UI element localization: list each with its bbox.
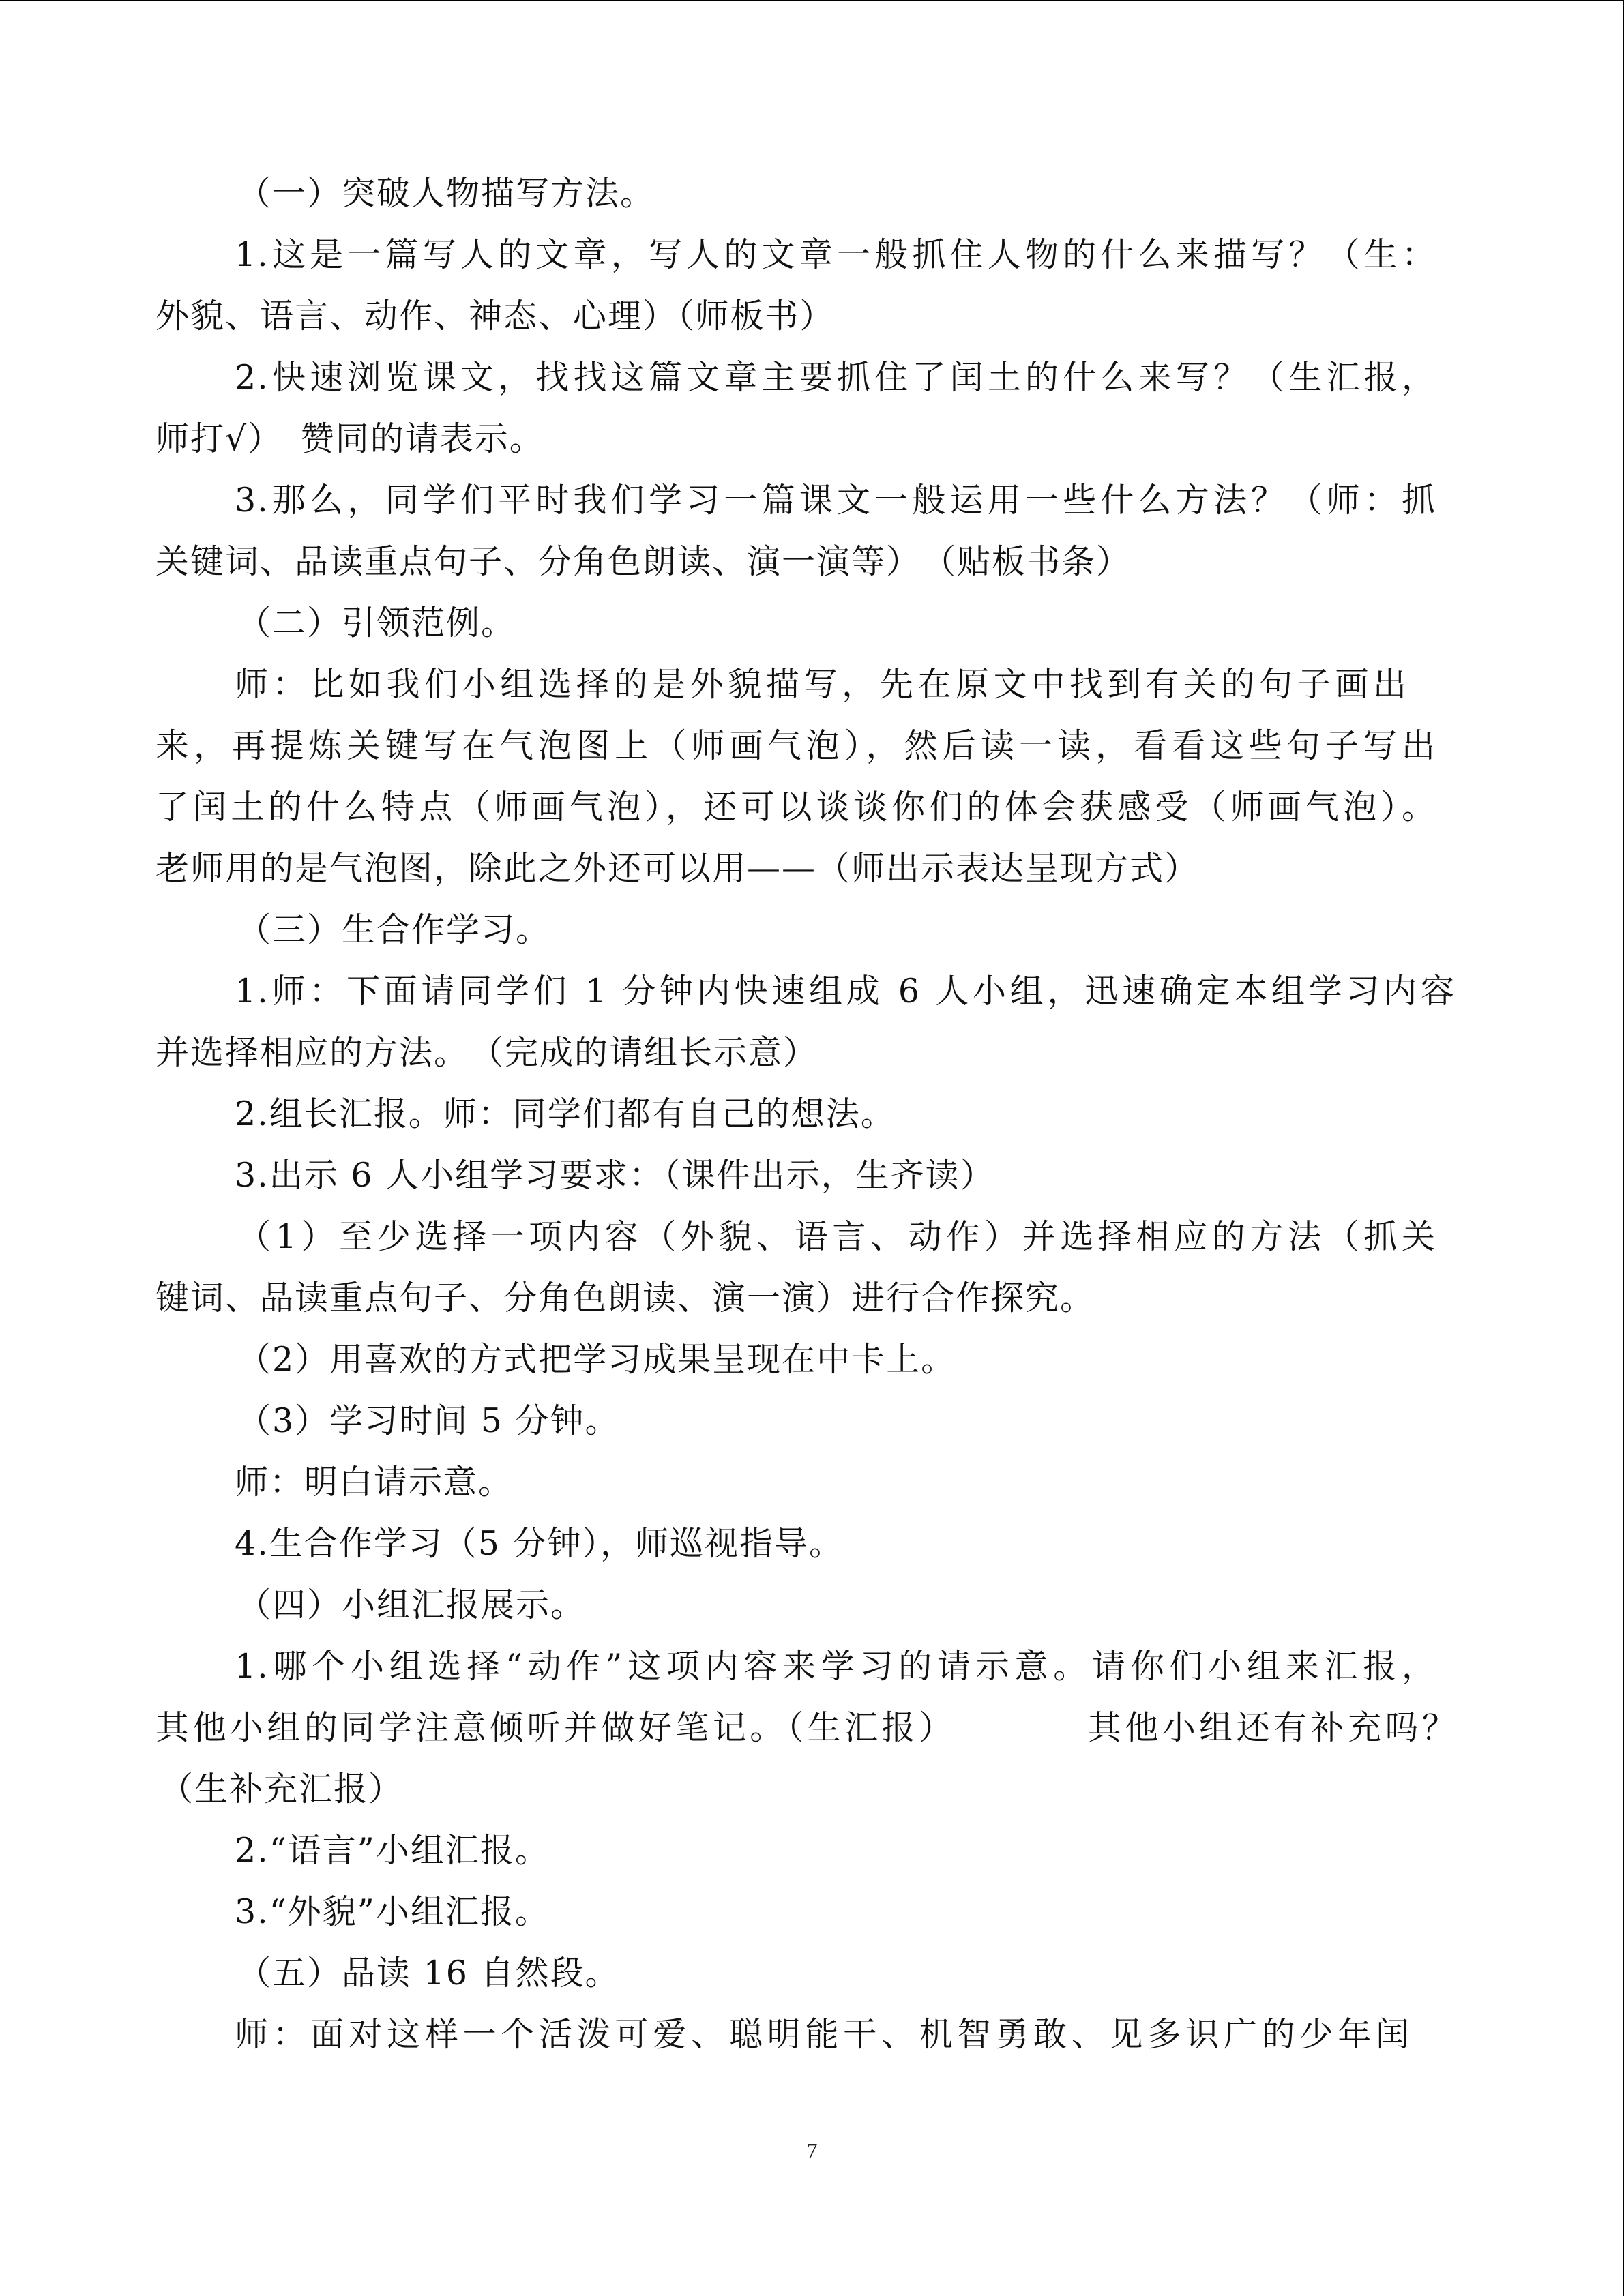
paragraph-line: 2.“语言”小组汇报。 [235, 1831, 550, 1870]
paragraph-line: 师：面对这样一个活泼可爱、聪明能干、机智勇敢、见多识广的少年闰 [235, 2015, 1411, 2054]
paragraph-line: 1.这是一篇写人的文章，写人的文章一般抓住人物的什么来描写？（生： [235, 235, 1436, 274]
paragraph-line: （2）用喜欢的方式把学习成果呈现在中卡上。 [237, 1340, 956, 1379]
page-number: 7 [806, 2138, 818, 2163]
paragraph-line: 1.师：下面请同学们 1 分钟内快速组成 6 人小组，迅速确定本组学习内容 [235, 972, 1456, 1011]
section-heading: （一）突破人物描写方法。 [237, 174, 655, 213]
paragraph-line: 来，再提炼关键写在气泡图上（师画气泡），然后读一读，看看这些句子写出 [156, 726, 1436, 765]
section-heading: （三）生合作学习。 [237, 910, 551, 949]
paragraph-line: 关键词、品读重点句子、分角色朗读、演一演等） （贴板书条） [156, 542, 1132, 581]
paragraph-line: 外貌、语言、动作、神态、心理）（师板书） [156, 297, 835, 336]
paragraph-line: 并选择相应的方法。 （完成的请组长示意） [156, 1033, 818, 1072]
paragraph-line: 4.生合作学习（5 分钟），师巡视指导。 [235, 1524, 844, 1563]
paragraph-line: （生补充汇报） [160, 1770, 404, 1808]
section-heading: （二）引领范例。 [237, 603, 516, 642]
paragraph-line: （1）至少选择一项内容（外貌、语言、动作）并选择相应的方法（抓关 [237, 1217, 1436, 1256]
paragraph-line: （3）学习时间 5 分钟。 [237, 1401, 620, 1440]
paragraph-line: 了闰土的什么特点（师画气泡），还可以谈谈你们的体会获感受（师画气泡）。 [156, 788, 1436, 826]
paragraph-line: 2.组长汇报。师：同学们都有自己的想法。 [235, 1094, 896, 1133]
paragraph-line: 师打√） 赞同的请表示。 [156, 419, 544, 458]
section-heading: （四）小组汇报展示。 [237, 1585, 586, 1624]
paragraph-line: 3.那么，同学们平时我们学习一篇课文一般运用一些什么方法？（师：抓 [235, 481, 1436, 520]
paragraph-line: 师：明白请示意。 [235, 1463, 514, 1502]
paragraph-line: 3.“外貌”小组汇报。 [235, 1892, 550, 1931]
paragraph-line: 师：比如我们小组选择的是外貌描写，先在原文中找到有关的句子画出 [235, 665, 1408, 704]
paragraph-line: 键词、品读重点句子、分角色朗读、演一演）进行合作探究。 [156, 1279, 1095, 1317]
paragraph-line: 1.哪个小组选择“动作”这项内容来学习的请示意。请你们小组来汇报， [235, 1647, 1436, 1686]
paragraph-line: 3.出示 6 人小组学习要求：（课件出示，生齐读） [235, 1156, 995, 1195]
section-heading: （五）品读 16 自然段。 [237, 1954, 620, 1993]
paragraph-line: 2.快速浏览课文，找找这篇文章主要抓住了闰土的什么来写？（生汇报， [235, 358, 1436, 397]
paragraph-line: 老师用的是气泡图，除此之外还可以用——（师出示表达呈现方式） [156, 849, 1200, 888]
paragraph-line: 其他小组的同学注意倾听并做好笔记。（生汇报） 其他小组还有补充吗？ [156, 1708, 1457, 1747]
